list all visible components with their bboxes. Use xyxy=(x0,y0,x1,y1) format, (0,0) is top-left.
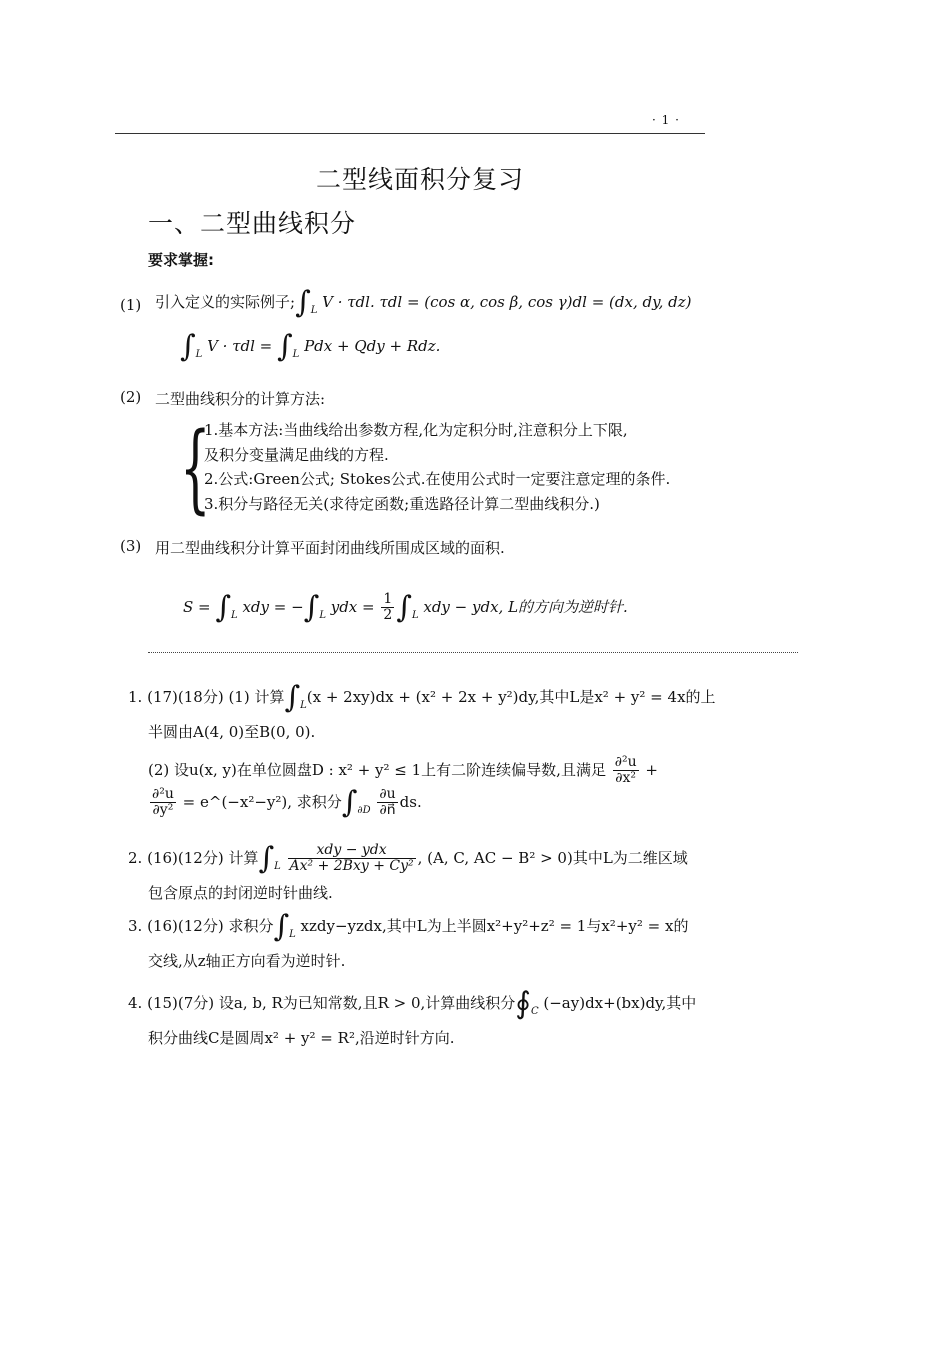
problem-text: (2) 设u(x, y)在单位圆盘D : x² + y² ≤ 1上有二阶连续偏导数,且满足 xyxy=(148,760,606,779)
item-2-label: (2) xyxy=(120,388,142,406)
problem-number: 2. xyxy=(128,848,143,867)
section-heading: 一、二型曲线积分 xyxy=(148,209,357,238)
item-3-text: 用二型曲线积分计算平面封闭曲线所围成区域的面积. xyxy=(155,539,505,557)
problem-text: (16)(12分) 计算 xyxy=(147,848,259,867)
area-formula: $S = \int_L$ xdy = $-\int_L$ ydx = $\frac{1}{2}$ $\int_L$ xdy − ydx, L的方向为逆时针. xyxy=(183,589,628,625)
method-line: 3.积分与路径无关(求待定函数;重选路径计算二型曲线积分.) xyxy=(204,494,600,513)
problem-text: , (A, C, AC − B² > 0)其中L为二维区域 xyxy=(417,848,688,867)
integral-sign: ∫ xyxy=(284,680,301,715)
contour-integral-sign: ∮ xyxy=(515,986,531,1021)
item-1-line: 引入定义的实际例子$;\int_L$ V · τdl. τdl = (cos α, cos β, cos γ)dl = (dx, dy, dz) xyxy=(155,285,692,320)
problem-text: = e^(−x²−y²), 求积分 xyxy=(182,792,342,811)
problem-text: xzdy−yzdx,其中L为上半圆x²+y²+z² = 1与x²+y² = x的 xyxy=(300,917,689,935)
problem-3: 3. (16)(12分) 求积分$\int_L$ xzdy−yzdx,其中L为上半圆x²+y²+z² = 1与x²+y² = x的 交线,从z轴正方向看为逆时针. xyxy=(128,913,688,974)
integral-sign: ∫ xyxy=(215,589,232,625)
problem-number: 4. xyxy=(128,994,143,1012)
item-3-label: (3) xyxy=(120,537,142,555)
area-formula-part: ydx = xyxy=(330,597,380,616)
problem-2: 2. (16)(12分) 计算$\int_L$ $\frac{\text{xdy − ydx}}{\text{Ax² + 2Bxy + Cy²}}$ , (A, C, AC − B² > 0)其中L为二维区域 包含原点的封闭逆时针曲线. xyxy=(128,843,688,906)
problem-text: 半圆由A(4, 0)至B(0, 0). xyxy=(148,723,316,741)
requirement-heading: 要求掌握: xyxy=(148,251,214,269)
fraction-half: $\frac{1}{2}$ xyxy=(383,591,393,624)
fraction-integrand: $\frac{\text{xdy − ydx}}{\text{Ax² + 2Bxy + Cy²}}$ xyxy=(289,842,414,875)
item-1-label: (1) xyxy=(120,296,142,314)
area-formula-part: xdy = − xyxy=(242,597,304,616)
problem-text: ds. xyxy=(399,792,422,811)
fraction-d2u-dy2: $\frac{\text{∂²u}}{\text{∂y²}}$ xyxy=(152,785,174,819)
page-number: · 1 · xyxy=(652,113,680,127)
problem-text: (x + 2xy)dx + (x² + 2x + y²)dy,其中L是x² + y² = 4x的上 xyxy=(306,688,716,706)
integral-sign: ∫ xyxy=(277,329,293,364)
problem-text: 包含原点的封闭逆时针曲线. xyxy=(148,883,333,902)
dotted-separator xyxy=(148,652,798,653)
fraction-du-dn: $\frac{\partial u}{\partial n⃗}$ xyxy=(379,785,396,819)
problem-number: 1. xyxy=(128,688,143,706)
method-line: 2.公式:Green公式; Stokes公式.在使用公式时一定要注意定理的条件. xyxy=(204,470,671,488)
problem-4: 4. (15)(7分) 设a, b, R为已知常数,且R > 0,计算曲线积分$∮_C$ (−ay)dx+(bx)dy,其中 积分曲线C是圆周x² + y² = R²,沿逆时针方向. xyxy=(128,990,696,1051)
problem-text: (−ay)dx+(bx)dy,其中 xyxy=(543,994,697,1012)
method-line: 及积分变量满足曲线的方程. xyxy=(204,445,389,464)
area-formula-part: xdy − ydx, L的方向为逆时针. xyxy=(423,597,628,616)
integral-sign: ∫ xyxy=(303,589,320,625)
problem-number: 3. xyxy=(128,917,143,935)
area-formula-part: S = xyxy=(183,597,216,616)
method-list xyxy=(204,418,670,516)
problem-text: (15)(7分) 设a, b, R为已知常数,且R > 0,计算曲线积分 xyxy=(147,994,516,1012)
fraction-d2u-dx2: $\frac{\text{∂²u}}{\text{∂x²}}$ xyxy=(614,754,637,787)
page-title: 二型线面积分复习 xyxy=(315,165,524,194)
item-2-text: 二型曲线积分的计算方法: xyxy=(155,390,326,408)
item-1-text: 引入定义的实际例子; xyxy=(155,293,296,311)
header-rule xyxy=(115,133,705,134)
integral-sign: ∫ xyxy=(295,285,311,320)
item-1-line2-left: V · τdl = xyxy=(207,337,278,355)
problem-text: 交线,从z轴正方向看为逆时针. xyxy=(148,952,346,970)
method-line: 1.基本方法:当曲线给出参数方程,化为定积分时,注意积分上下限, xyxy=(204,421,628,439)
item-1-formula: V · τdl. τdl = (cos α, cos β, cos γ)dl = (dx, dy, dz) xyxy=(322,293,692,311)
problem-text: (16)(12分) 求积分 xyxy=(147,917,274,935)
problem-1: 1. (17)(18分) (1) 计算$\int_L(x + 2xy)dx + (x^2 + 2x + y^2)dy$,其中L是x² + y² = 4x的上 半圆由A(4, 0)至B(0, 0). (2) 设u(x, y)在单位圆盘D : x² + y² ≤ 1上有二阶连续偏导数,且满足 $\frac{\text{∂²u}}{\text{∂x²}}$ + $\frac{\text{∂²u}}{\text{∂y²}}$ = e^(−x²−y²), 求积分$\int_{\partial D}$ $\frac{\partial u}{\partial n⃗}$ ds. xyxy=(128,680,716,820)
integral-sign: ∫ xyxy=(180,329,196,364)
problem-text: 积分曲线C是圆周x² + y² = R²,沿逆时针方向. xyxy=(148,1029,455,1047)
item-1-line2: $\int_L$ $V \cdot \tau dl = \int_L$ Pdx + Qdy + Rdz. xyxy=(180,329,441,364)
integral-sign: ∫ xyxy=(396,589,412,625)
problem-text: (17)(18分) (1) 计算 xyxy=(147,688,285,706)
integral-sign: ∫ xyxy=(258,840,275,876)
left-brace: { xyxy=(180,412,211,524)
integral-sign: ∫ xyxy=(341,784,358,820)
item-1-line2-right: Pdx + Qdy + Rdz. xyxy=(304,337,441,355)
integral-sign: ∫ xyxy=(273,909,290,944)
